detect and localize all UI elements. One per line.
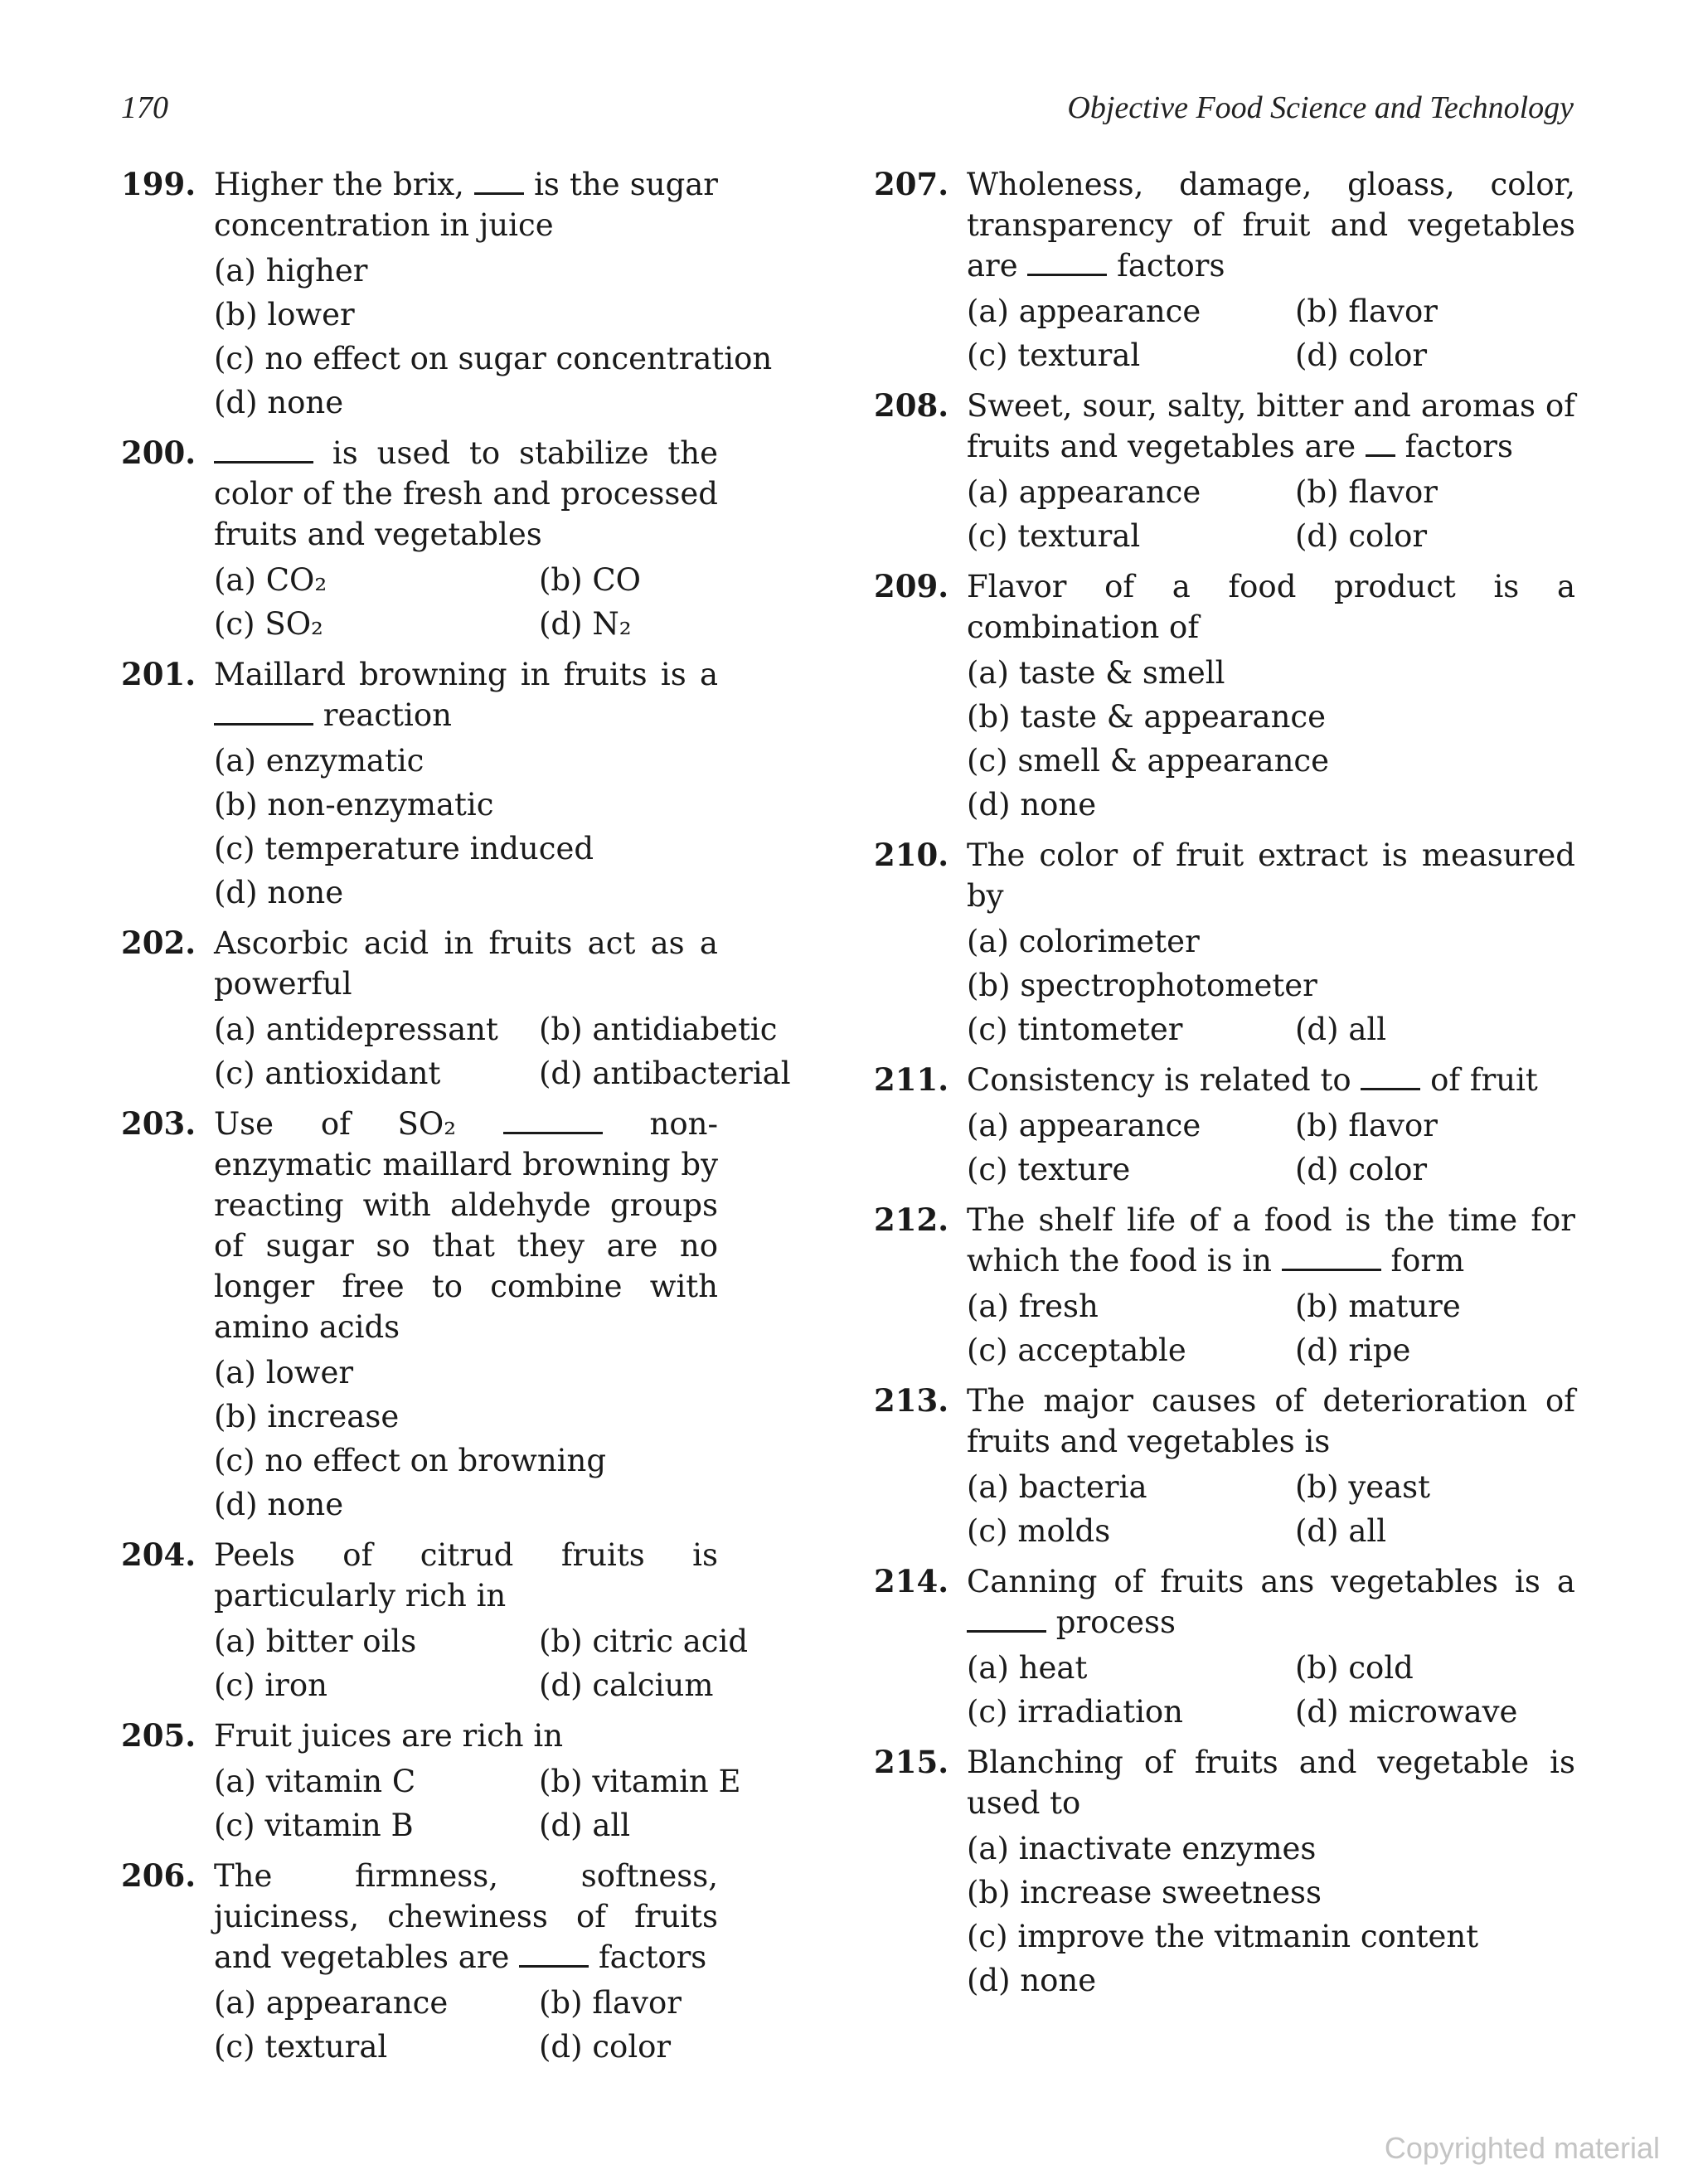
answer-option: (c) iron — [214, 1667, 327, 1703]
answer-option: (c) texture — [967, 1152, 1131, 1187]
question-213 — [874, 1381, 1575, 1551]
answer-option: (c) improve the vitmanin content — [967, 1919, 1479, 1954]
answer-option: (d) microwave — [1295, 1694, 1518, 1730]
answer-option: (c) irradiation — [967, 1694, 1184, 1730]
answer-option: (a) higher — [214, 253, 368, 289]
question-number: 205. — [121, 1717, 196, 1754]
answer-blank — [474, 167, 524, 195]
question-215 — [874, 1742, 1575, 2001]
answer-option: (d) color — [539, 2029, 672, 2065]
answer-blank — [1366, 430, 1395, 457]
question-text: The color of fruit extract is measured by — [967, 837, 1575, 914]
answer-option: (a) bacteria — [967, 1469, 1147, 1505]
answer-option: (d) none — [967, 1963, 1097, 1998]
question-number: 204. — [121, 1536, 196, 1573]
answer-option: (b) lower — [214, 297, 355, 332]
answer-option: (c) tintometer — [967, 1012, 1183, 1047]
answer-option: (d) color — [1295, 518, 1428, 554]
answer-option: (c) no effect on browning — [214, 1443, 607, 1478]
question-212 — [874, 1200, 1575, 1371]
question-204 — [121, 1535, 749, 1706]
answer-option: (a) appearance — [214, 1985, 449, 2021]
question-number: 199. — [121, 166, 196, 202]
question-text: Ascorbic acid in fruits act as a powerful — [214, 925, 718, 1002]
question-208 — [874, 386, 1575, 556]
question-text: The major causes of deterioration of fruits and vegetables is — [967, 1383, 1575, 1459]
answer-option: (a) antidepressant — [214, 1012, 498, 1047]
answer-option: (d) none — [214, 385, 344, 420]
answer-option: (d) color — [1295, 1152, 1428, 1187]
answer-option: (b) increase — [214, 1399, 400, 1434]
answer-option: (d) antibacterial — [539, 1056, 791, 1091]
question-text: Blanching of fruits and vegetable is used to — [967, 1745, 1575, 1821]
question-text: Use of SO₂ non-enzymatic maillard browning by reacting with aldehyde groups of sugar so that they are no longer free to combine with amino acids — [214, 1106, 718, 1345]
answer-option: (c) no effect on sugar concentration — [214, 341, 773, 376]
answer-option: (c) acceptable — [967, 1332, 1186, 1368]
question-number: 214. — [874, 1563, 949, 1599]
question-text: Peels of citrud fruits is particularly rich in — [214, 1537, 718, 1614]
answer-blank — [1027, 249, 1107, 276]
question-203 — [121, 1104, 718, 1525]
question-number: 208. — [874, 387, 949, 424]
answer-option: (d) calcium — [539, 1667, 714, 1703]
question-number: 201. — [121, 656, 196, 692]
answer-option: (a) appearance — [967, 1108, 1201, 1143]
answer-option: (c) smell & appearance — [967, 743, 1330, 779]
question-200 — [121, 433, 718, 644]
answer-option: (a) vitamin C — [214, 1764, 416, 1799]
answer-option: (a) heat — [967, 1650, 1088, 1686]
answer-option: (b) antidiabetic — [539, 1012, 778, 1047]
answer-option: (c) SO₂ — [214, 606, 323, 642]
answer-option: (c) molds — [967, 1513, 1111, 1549]
answer-option: (b) flavor — [1295, 1108, 1438, 1143]
answer-option: (a) lower — [214, 1355, 354, 1390]
left-column — [121, 164, 791, 2077]
answer-option: (d) all — [1295, 1012, 1387, 1047]
answer-blank — [1282, 1244, 1381, 1271]
answer-option: (d) none — [214, 1487, 344, 1522]
answer-option: (d) none — [967, 787, 1097, 823]
answer-option: (d) ripe — [1295, 1332, 1411, 1368]
answer-option: (b) mature — [1295, 1289, 1461, 1324]
question-209 — [874, 566, 1575, 825]
answer-option: (a) CO₂ — [214, 562, 327, 598]
answer-option: (c) textural — [214, 2029, 388, 2065]
question-number: 215. — [874, 1744, 949, 1780]
answer-option: (a) appearance — [967, 474, 1201, 510]
answer-option: (a) inactivate enzymes — [967, 1831, 1317, 1866]
answer-option: (d) all — [539, 1808, 631, 1843]
question-199 — [121, 164, 773, 423]
answer-option: (b) flavor — [539, 1985, 682, 2021]
question-text: Canning of fruits ans vegetables is a process — [967, 1564, 1575, 1640]
answer-option: (a) appearance — [967, 294, 1201, 329]
question-text: is used to stabilize the color of the fresh and processed fruits and vegetables — [214, 435, 718, 552]
answer-option: (d) color — [1295, 337, 1428, 373]
answer-option: (a) taste & smell — [967, 655, 1225, 691]
answer-blank — [519, 1940, 589, 1968]
question-text: The shelf life of a food is the time for which the food is in form — [967, 1202, 1575, 1279]
question-text: Consistency is related to of fruit — [967, 1062, 1538, 1098]
answer-blank — [967, 1605, 1046, 1633]
answer-blank — [214, 436, 313, 463]
answer-option: (b) taste & appearance — [967, 699, 1327, 735]
answer-option: (b) increase sweetness — [967, 1875, 1322, 1910]
answer-option: (b) CO — [539, 562, 641, 598]
question-number: 213. — [874, 1382, 949, 1419]
question-number: 203. — [121, 1105, 196, 1142]
answer-option: (b) flavor — [1295, 294, 1438, 329]
question-number: 211. — [874, 1061, 949, 1098]
answer-option: (b) spectrophotometer — [967, 968, 1317, 1003]
question-number: 200. — [121, 434, 196, 471]
question-205 — [121, 1716, 741, 1846]
answer-option: (d) N₂ — [539, 606, 632, 642]
answer-blank — [503, 1107, 603, 1134]
answer-option: (c) antioxidant — [214, 1056, 441, 1091]
question-text: Sweet, sour, salty, bitter and aromas of fruits and vegetables are factors — [967, 388, 1575, 464]
question-207 — [874, 164, 1575, 376]
question-number: 202. — [121, 925, 196, 961]
answer-option: (a) fresh — [967, 1289, 1099, 1324]
question-number: 209. — [874, 568, 949, 604]
question-number: 207. — [874, 166, 949, 202]
question-206 — [121, 1856, 718, 2067]
question-211 — [874, 1060, 1575, 1190]
answer-option: (a) enzymatic — [214, 743, 424, 779]
answer-option: (c) textural — [967, 518, 1141, 554]
answer-blank — [214, 698, 313, 726]
answer-option: (a) colorimeter — [967, 924, 1200, 959]
question-text: Maillard browning in fruits is a reaction — [214, 657, 718, 733]
answer-option: (b) vitamin E — [539, 1764, 741, 1799]
answer-option: (b) flavor — [1295, 474, 1438, 510]
right-column — [874, 164, 1575, 2011]
copyright-watermark: Copyrighted material — [1384, 2131, 1660, 2165]
question-text: The firmness, softness, juiciness, chewiness of fruits and vegetables are factors — [214, 1858, 718, 1975]
answer-option: (b) yeast — [1295, 1469, 1431, 1505]
question-text: Wholeness, damage, gloass, color, transparency of fruit and vegetables are factors — [967, 167, 1575, 284]
question-number: 210. — [874, 837, 949, 873]
answer-blank — [1361, 1063, 1420, 1090]
page-number: 170 — [121, 90, 168, 125]
answer-option: (b) citric acid — [539, 1623, 749, 1659]
question-text: Flavor of a food product is a combination of — [967, 569, 1575, 645]
question-text: Higher the brix, is the sugar concentration in juice — [214, 167, 718, 243]
answer-option: (a) bitter oils — [214, 1623, 417, 1659]
book-title: Objective Food Science and Technology — [1067, 90, 1574, 125]
question-number: 206. — [121, 1857, 196, 1894]
question-202 — [121, 923, 791, 1094]
question-number: 212. — [874, 1201, 949, 1238]
question-text: Fruit juices are rich in — [214, 1718, 564, 1754]
answer-option: (c) temperature induced — [214, 831, 594, 866]
answer-option: (c) vitamin B — [214, 1808, 414, 1843]
answer-option: (d) all — [1295, 1513, 1387, 1549]
answer-option: (b) cold — [1295, 1650, 1414, 1686]
question-214 — [874, 1561, 1575, 1732]
question-201 — [121, 654, 718, 913]
question-210 — [874, 835, 1575, 1050]
answer-option: (b) non-enzymatic — [214, 787, 494, 823]
answer-option: (c) textural — [967, 337, 1141, 373]
answer-option: (d) none — [214, 875, 344, 910]
